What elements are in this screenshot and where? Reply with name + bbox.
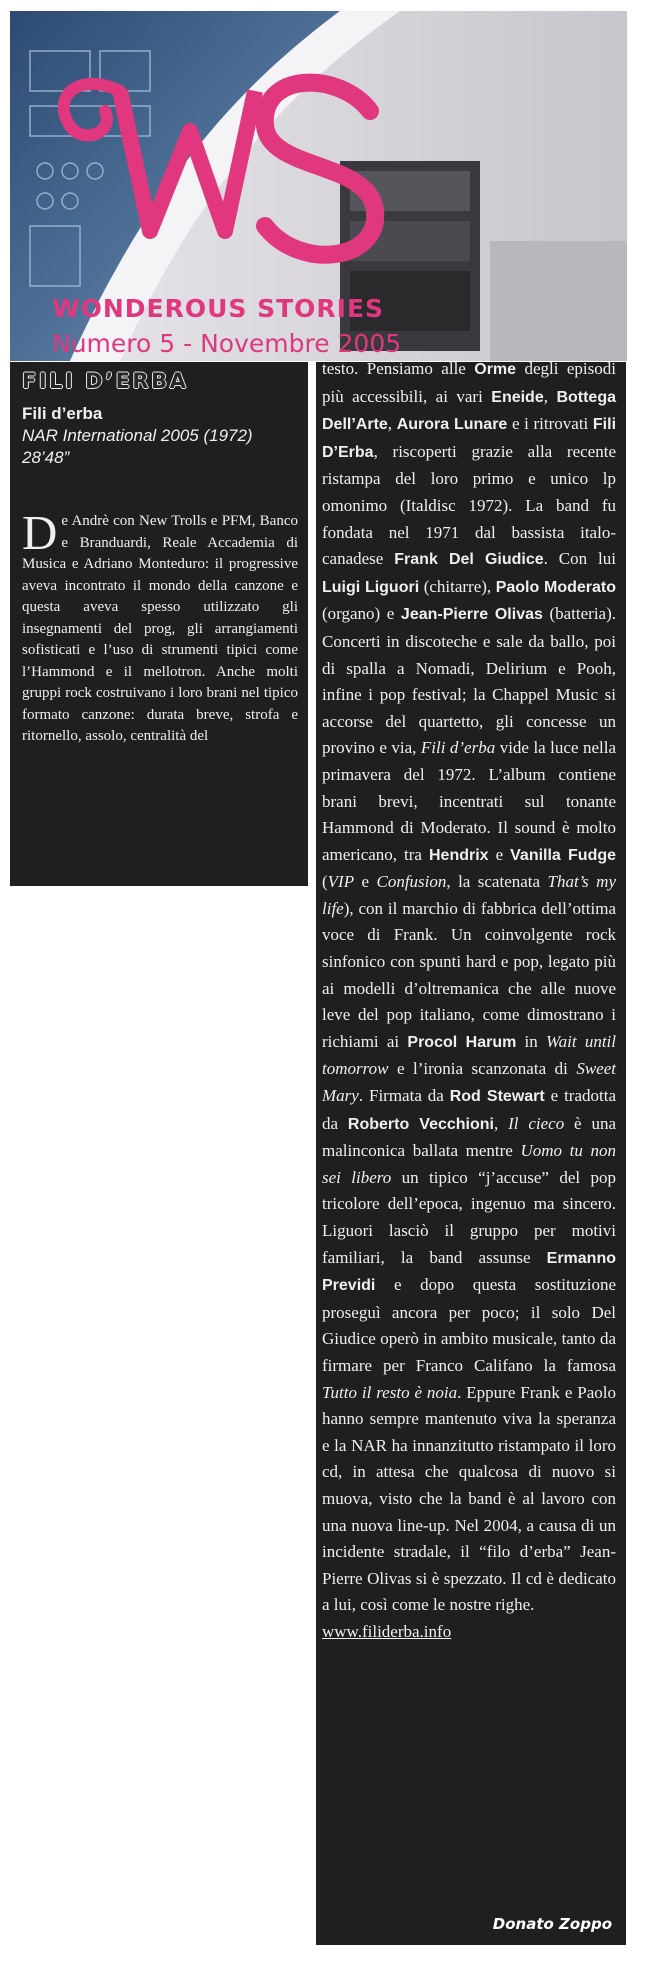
text-run: e tradotta da [322,1086,616,1133]
text-run: . Firmata da [358,1086,450,1106]
album-label-year: NAR International 2005 (1972) [22,426,253,445]
italic-title: Confusion [376,872,447,892]
bold-name: Procol Harum [407,1033,517,1051]
text-run: testo. Pensiamo alle [322,359,475,378]
text-run: in [516,1031,547,1051]
text-run: vide la luce nella primavera del 1972. L’album contiene brani brevi, incentrati sul tonante Hammond di Moderato. Il sound è molto americano, tra [322,738,617,864]
masthead [10,11,627,361]
bold-name: Aurora Lunare [396,416,508,434]
italic-title: VIP [327,872,355,892]
text-run: (chitarre), [419,576,496,596]
review-body-left [22,505,298,748]
bold-name: Ermanno Previdi [322,1249,616,1295]
bold-name: Orme [474,361,517,378]
italic-title: Tutto il resto è noia [322,1382,458,1402]
bold-name: Frank Del Giudice [394,551,544,569]
section-heading: FILI D’ERBA [22,369,189,393]
italic-title: Il cieco [508,1113,565,1133]
text-run: , [493,1113,509,1133]
italic-title: Fili d’erba [420,738,496,758]
bold-name: Eneide [491,388,544,406]
drop-cap: D [22,505,58,560]
text-run: e [354,872,377,892]
bold-name: Jean-Pierre Olivas [400,606,543,624]
italic-title: Uomo tu non sei libero [322,1141,617,1187]
text-run: e i ritrovati [507,414,593,434]
text-run: e l’ironia scanzonata di [388,1059,577,1079]
bold-name: Hendrix [428,846,489,864]
text-run: e [488,844,511,864]
text-run: , la scatenata [446,872,548,892]
bold-name: Bottega Dell’Arte [322,388,616,434]
website-line [322,1619,616,1645]
magazine-subtitle: WONDEROUS STORIES [52,294,385,323]
bold-name: Fili D’Erba [322,416,617,461]
text-run: , [543,386,557,406]
text-run: (batteria). Concerti in discoteche e sale da ballo, poi di spalla a Nomadi, Delirium e Pooh, infine i pop festival; la Chappel Music si accorse del quartetto, gli concesse un provino e via, [322,604,616,758]
website-link[interactable]: www.filiderba.info [322,1621,452,1641]
bold-name: Luigi Liguori [322,578,420,596]
review-right-column [316,359,626,1945]
text-run: un tipico “j’accuse” del pop tricolore dell’epoca, ingenuo ma sincero. Liguori lasciò il gruppo per motivi familiari, la band assunse [322,1167,616,1267]
bold-name: Vanilla Fudge [510,846,617,864]
text-run: . Con lui [543,549,617,569]
text-run: (organo) e [322,604,401,624]
text-run: degli episodi più accessibili, ai vari [322,359,616,406]
text-run: . Eppure Frank e Paolo hanno sempre mantenuto viva la speranza e la NAR ha innanzitutto ristampato il loro cd, in attesa che qualcosa di nuovo si muova, visto che la band è al lavoro con una nuova line-up. Nel 2004, a causa di un incidente stradale, il “filo d’erba” Jean-Pierre Olivas si è spezzato. Il cd è dedicato a lui, così come le nostre righe. [322,1382,616,1615]
review-text-left: e Andrè con New Trolls e PFM, Banco e Branduardi, Reale Accademia di Musica e Adriano Monteduro: il progressive aveva incontrato il mondo della canzone e questa aveva spesso utilizzato gli insegnamenti del prog, gli arrangiamenti sofisticati e l’uso di strumenti tipici come l’Hammond e il mellotron. Anche molti gruppi rock costruivano i loro brani nel tipico formato canzone: durata breve, strofa e ritornello, assolo, centralità del [22,513,298,744]
text-run: e dopo questa sostituzione proseguì ancora per poco; il solo Del Giudice operò in ambito musicale, tanto da firmare per Franco Califano la famosa [322,1275,616,1375]
issue-line: Numero 5 - Novembre 2005 [52,329,402,358]
bold-name: Roberto Vecchioni [347,1115,494,1133]
bold-name: Rod Stewart [449,1088,545,1106]
album-duration: 28’48” [22,448,70,467]
text-run: , [387,414,397,434]
italic-title: Wait until tomorrow [322,1031,616,1079]
text-run: è una malinconica ballata mentre [322,1113,617,1161]
bold-name: Paolo Moderato [495,578,616,596]
text-run: ), con il marchio di fabbrica dell’ottima voce di Frank. Un coinvolgente rock sinfonico con spunti hard e pop, legato più ai modelli d’oltremanica che alle nuove leve del pop italiano, come dimostrano i richiami ai [322,898,616,1051]
author-signature: Donato Zoppo [492,1915,612,1933]
album-title: Fili d’erba [22,404,103,423]
italic-title: Sweet Mary [322,1059,616,1106]
text-run: ( [322,872,328,892]
text-run: , riscoperti grazie alla recente ristampa del loro primo e unico lp omonimo (Italdisc 1972). La band fu fondata nel 1971 dal bassista italo-canadese [322,441,616,569]
review-left-column [10,362,308,886]
italic-title: That’s my life [322,872,616,918]
review-body-right [322,356,616,1619]
